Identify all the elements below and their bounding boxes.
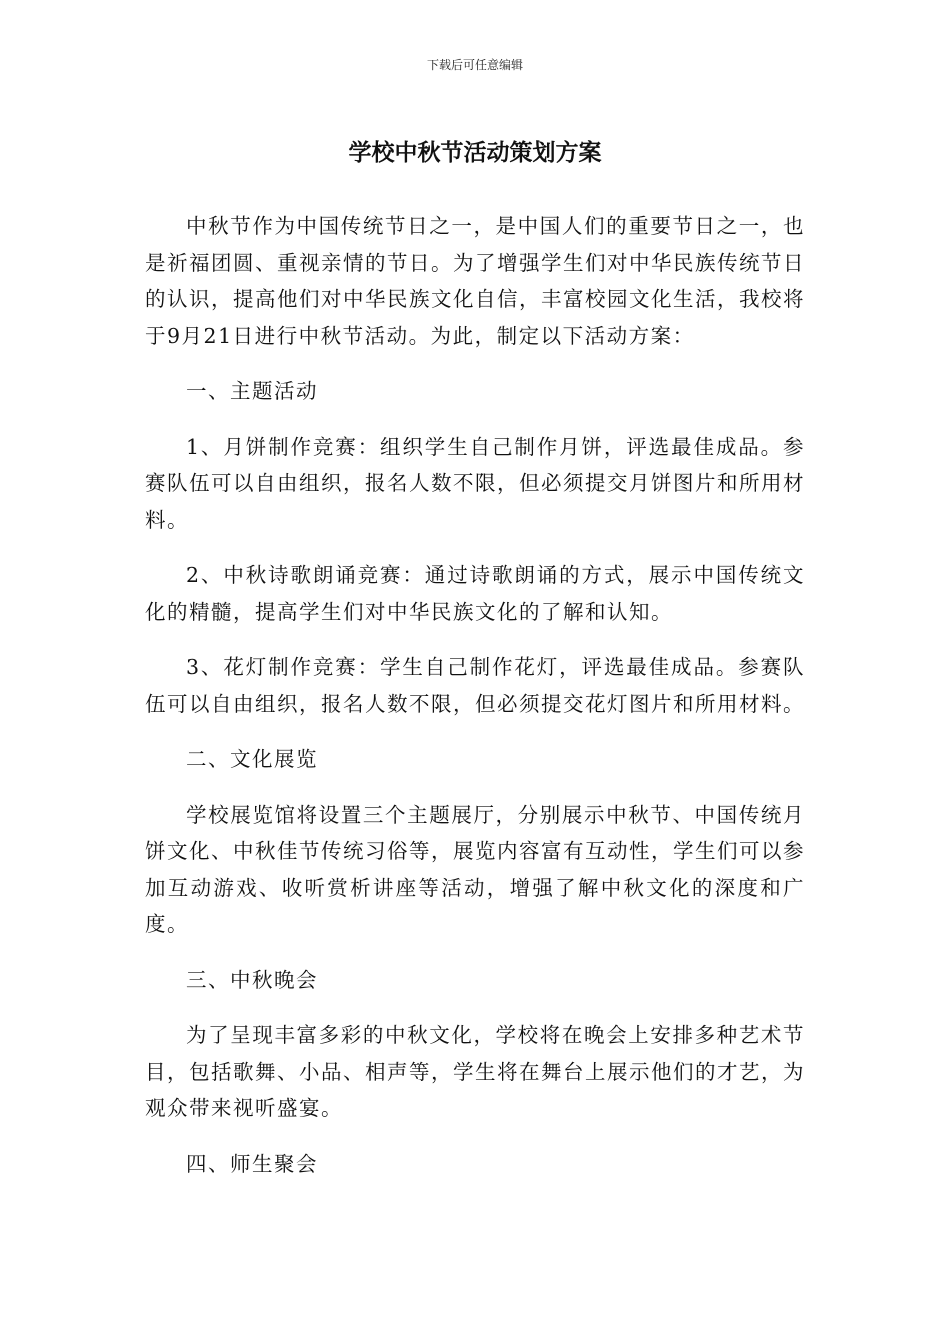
document-body [145, 208, 805, 1201]
section-heading-gathering: 四、师生聚会 [186, 1151, 318, 1176]
intro-paragraph: 中秋节作为中国传统节日之一，是中国人们的重要节日之一，也是祈福团圆、重视亲情的节日。为了增强学生们对中华民族传统节日的认识，提高他们对中华民族文化自信，丰富校园文化生活，我校将于9月21日进行中秋节活动。为此，制定以下活动方案： [145, 214, 805, 348]
item-poetry-recitation: 2、中秋诗歌朗诵竞赛：通过诗歌朗诵的方式，展示中国传统文化的精髓，提高学生们对中华民族文化的了解和认知。 [145, 563, 805, 624]
exhibition-paragraph: 学校展览馆将设置三个主题展厅，分别展示中秋节、中国传统月饼文化、中秋佳节传统习俗等，展览内容富有互动性，学生们可以参加互动游戏、收听赏析讲座等活动，增强了解中秋文化的深度和广度。 [145, 802, 805, 936]
section-heading-gala: 三、中秋晚会 [186, 967, 318, 992]
header-note: 下载后可任意编辑 [426, 58, 523, 72]
item-mooncake-contest: 1、月饼制作竞赛：组织学生自己制作月饼，评选最佳成品。参赛队伍可以自由组织，报名人数不限，但必须提交月饼图片和所用材料。 [145, 434, 805, 532]
document-title: 学校中秋节活动策划方案 [348, 140, 602, 166]
item-lantern-contest: 3、花灯制作竞赛：学生自己制作花灯，评选最佳成品。参赛队伍可以自由组织，报名人数不限，但必须提交花灯图片和所用材料。 [145, 655, 805, 716]
section-heading-themed-activities: 一、主题活动 [186, 379, 318, 403]
section-heading-cultural-exhibition: 二、文化展览 [186, 747, 318, 771]
gala-paragraph: 为了呈现丰富多彩的中秋文化，学校将在晚会上安排多种艺术节目，包括歌舞、小品、相声等，学生将在舞台上展示他们的才艺，为观众带来视听盛宴。 [145, 1023, 805, 1120]
